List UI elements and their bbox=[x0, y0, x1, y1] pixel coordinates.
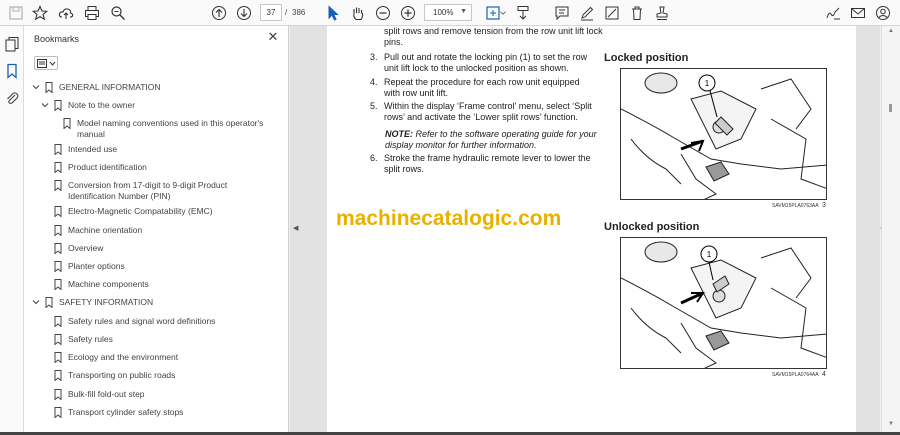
bookmark-icon bbox=[45, 297, 53, 308]
callout-1: 1 bbox=[706, 250, 712, 259]
step-number: 6. bbox=[370, 153, 378, 163]
page-thumbnails-icon[interactable] bbox=[4, 36, 20, 52]
previous-page-icon[interactable] bbox=[209, 3, 229, 23]
search-icon[interactable] bbox=[108, 3, 128, 23]
zoom-out-icon[interactable] bbox=[373, 3, 393, 23]
figure-number: 4 bbox=[822, 371, 826, 378]
bookmark-icon bbox=[54, 370, 62, 381]
star-icon[interactable] bbox=[30, 3, 50, 23]
bookmark-icon bbox=[54, 225, 62, 236]
bookmark-label: Machine components bbox=[68, 279, 149, 289]
attachment-icon[interactable] bbox=[4, 90, 20, 106]
figure-unlocked-image bbox=[620, 237, 827, 369]
step-number: 3. bbox=[370, 52, 378, 62]
delete-icon[interactable] bbox=[627, 3, 647, 23]
bookmark-label: Machine orientation bbox=[68, 225, 143, 235]
bookmark-label: Bulk-fill fold-out step bbox=[68, 389, 145, 399]
bookmark-label: Conversion from 17-digit to 9-digit Product Identification Number (PIN) bbox=[68, 180, 228, 201]
page-total: 386 bbox=[292, 8, 306, 17]
bookmark-icon bbox=[54, 279, 62, 290]
bookmark-item[interactable] bbox=[24, 118, 280, 142]
zoom-select[interactable] bbox=[424, 4, 472, 21]
select-cursor-icon[interactable] bbox=[323, 3, 343, 23]
bookmark-icon bbox=[54, 389, 62, 400]
note-text: Refer to the software operating guide for your display monitor for further information. bbox=[385, 129, 597, 150]
bookmark-item[interactable] bbox=[24, 180, 280, 204]
figure-number: 3 bbox=[822, 202, 826, 209]
comment-icon[interactable] bbox=[552, 3, 572, 23]
zoom-in-icon[interactable] bbox=[398, 3, 418, 23]
figure-code: SAVM15PLA0764AA bbox=[772, 372, 819, 378]
chevron-down-icon: ▼ bbox=[460, 8, 467, 15]
document-scrollbar[interactable] bbox=[881, 26, 900, 435]
account-icon[interactable] bbox=[873, 3, 893, 23]
close-icon[interactable]: ✕ bbox=[267, 29, 279, 44]
scroll-thumb[interactable] bbox=[889, 104, 892, 112]
note bbox=[385, 129, 601, 151]
bookmark-label: Transporting on public roads bbox=[68, 370, 176, 380]
continued-text bbox=[384, 26, 604, 48]
bookmark-item[interactable] bbox=[24, 407, 280, 431]
bookmark-label: Note to the owner bbox=[68, 100, 136, 110]
zoom-value: 100% bbox=[433, 8, 454, 17]
stamp-icon[interactable] bbox=[652, 3, 672, 23]
bookmark-icon bbox=[54, 334, 62, 345]
bookmark-options-button[interactable] bbox=[34, 56, 58, 70]
bookmark-label: Ecology and the environment bbox=[68, 352, 179, 362]
watermark: machinecatalogic.com bbox=[336, 207, 562, 230]
chevron-down-icon[interactable] bbox=[32, 83, 40, 91]
bookmark-label: GENERAL INFORMATION bbox=[59, 82, 161, 92]
chevron-down-icon[interactable] bbox=[41, 101, 49, 109]
bookmark-icon bbox=[54, 100, 62, 111]
figure-title-locked: Locked position bbox=[604, 52, 689, 64]
bookmark-icon bbox=[54, 180, 62, 191]
bookmark-label: Planter options bbox=[68, 261, 125, 271]
mail-icon[interactable] bbox=[848, 3, 868, 23]
bookmark-icon bbox=[54, 261, 62, 272]
toolbar bbox=[0, 0, 900, 26]
scroll-down-icon[interactable]: ▼ bbox=[888, 421, 894, 427]
fit-chevron-icon[interactable] bbox=[498, 3, 508, 23]
bookmark-icon[interactable] bbox=[4, 63, 20, 79]
scroll-up-icon[interactable]: ▲ bbox=[888, 28, 894, 34]
panel-title: Bookmarks bbox=[34, 34, 80, 44]
left-nav-rail bbox=[0, 26, 24, 435]
bookmark-label: Transport cylinder safety stops bbox=[68, 407, 184, 417]
bookmark-icon bbox=[54, 316, 62, 327]
step-number: 5. bbox=[370, 101, 378, 111]
bookmark-icon bbox=[54, 352, 62, 363]
upload-cloud-icon[interactable] bbox=[56, 3, 76, 23]
bookmark-label: Safety rules and signal word definitions bbox=[68, 316, 216, 326]
bookmarks-panel bbox=[24, 26, 289, 435]
save-icon[interactable] bbox=[6, 3, 26, 23]
highlight-icon[interactable] bbox=[602, 3, 622, 23]
bookmark-icon bbox=[63, 118, 71, 129]
bookmark-label: Overview bbox=[68, 243, 104, 253]
bookmark-icon bbox=[54, 144, 62, 155]
bookmark-list bbox=[24, 78, 282, 435]
next-page-icon[interactable] bbox=[234, 3, 254, 23]
step-text: Pull out and rotate the locking pin (1) to set the row unit lift lock to the unlocked position as shown. bbox=[384, 52, 588, 73]
bookmark-icon bbox=[54, 162, 62, 173]
hand-tool-icon[interactable] bbox=[348, 3, 368, 23]
bookmark-icon bbox=[45, 82, 53, 93]
step-text: Within the display ‘Frame control’ menu, select ‘Split rows’ and activate the ‘Lower split rows’ function. bbox=[384, 101, 592, 122]
bookmark-label: Model naming conventions used in this operator's manual bbox=[77, 118, 264, 139]
scroll-mode-icon[interactable] bbox=[513, 3, 533, 23]
collapse-left-icon[interactable]: ◀ bbox=[293, 225, 299, 232]
bookmark-icon bbox=[54, 243, 62, 254]
bookmark-icon bbox=[54, 407, 62, 418]
bookmark-label: Intended use bbox=[68, 144, 118, 154]
step-text: Repeat the procedure for each row unit equipped with row unit lift. bbox=[384, 77, 580, 98]
page-separator: / bbox=[285, 8, 288, 17]
signature-icon[interactable] bbox=[823, 3, 843, 23]
note-label: NOTE: bbox=[385, 129, 413, 139]
print-icon[interactable] bbox=[82, 3, 102, 23]
bookmark-label: Safety rules bbox=[68, 334, 113, 344]
continued-text-body: split rows and remove tension from the row unit lift lock pins. bbox=[384, 26, 603, 47]
step-number: 4. bbox=[370, 77, 378, 87]
callout-1: 1 bbox=[704, 79, 710, 88]
step-text: Stroke the frame hydraulic remote lever to lower the split rows. bbox=[384, 153, 591, 174]
figure-title-unlocked: Unlocked position bbox=[604, 221, 700, 233]
bookmark-label: Product identification bbox=[68, 162, 147, 172]
page-number-input[interactable]: 37 bbox=[260, 4, 282, 21]
bookmark-label: Electro-Magnetic Compatability (EMC) bbox=[68, 206, 213, 216]
chevron-down-icon[interactable] bbox=[32, 298, 40, 306]
pen-icon[interactable] bbox=[577, 3, 597, 23]
figure-locked-image bbox=[620, 68, 827, 200]
bookmark-icon bbox=[54, 206, 62, 217]
figure-code: SAVM15PLA0763AA bbox=[772, 203, 819, 209]
bookmark-label: SAFETY INFORMATION bbox=[59, 297, 154, 307]
